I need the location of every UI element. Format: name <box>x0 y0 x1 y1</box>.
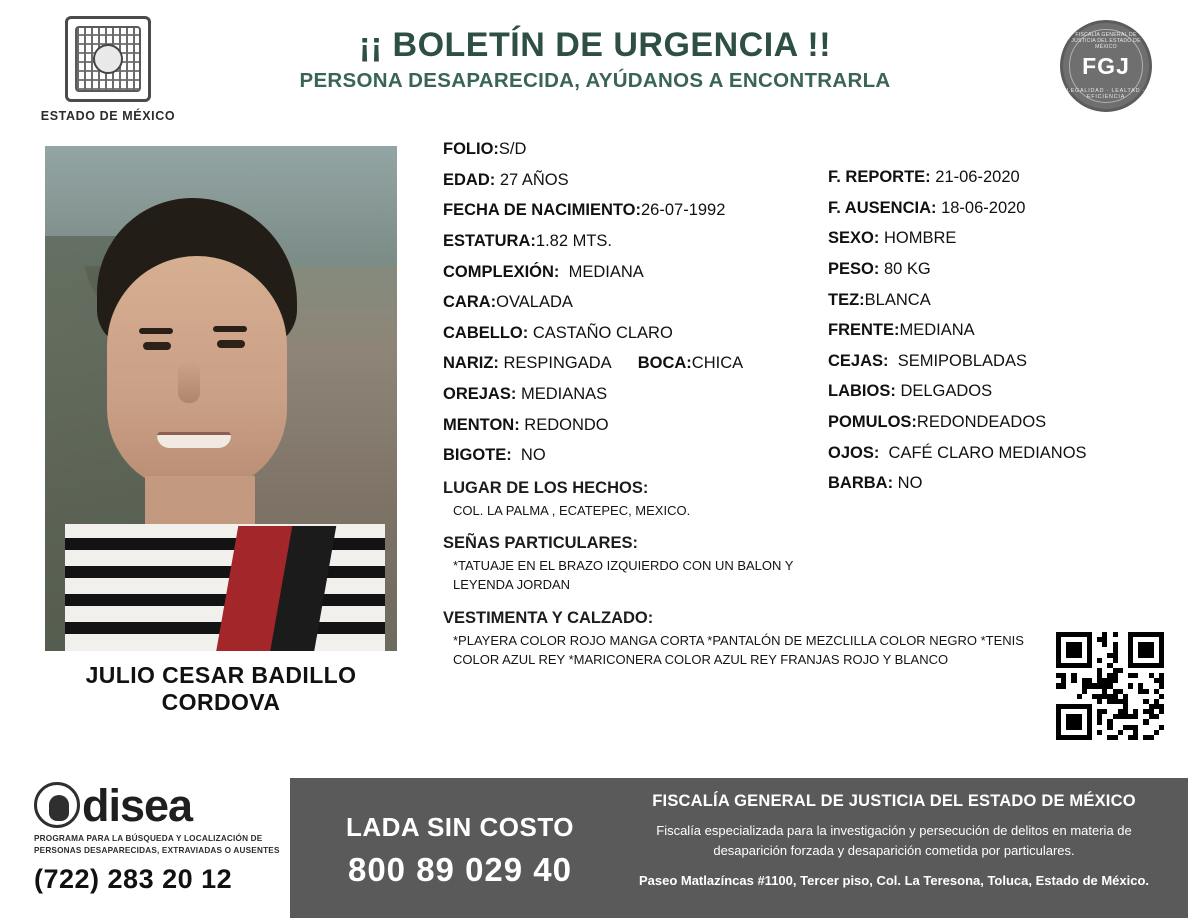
fgj-ring-top-text: FISCALÍA GENERAL DE JUSTICIA DEL ESTADO DE MÉXICO <box>1071 32 1141 50</box>
state-seal-icon <box>65 16 151 102</box>
field-label: COMPLEXIÓN: <box>443 262 560 281</box>
field-menton <box>443 416 833 434</box>
fgj-seal-icon <box>1060 20 1152 112</box>
block-senas-particulares <box>443 534 833 595</box>
header <box>0 0 1188 128</box>
field-value: CASTAÑO CLARO <box>532 323 673 342</box>
block-body: COL. LA PALMA , ECATEPEC, MEXICO. <box>453 502 691 518</box>
field-label: ESTATURA: <box>443 231 536 250</box>
field-label: POMULOS: <box>828 413 917 432</box>
person-photo <box>45 146 397 651</box>
footer-fgj-title: FISCALÍA GENERAL DE JUSTICIA DEL ESTADO DE MÉXICO <box>652 792 1136 810</box>
field-value: OVALADA <box>496 293 573 312</box>
field-label: FECHA DE NACIMIENTO: <box>443 201 641 220</box>
field-label: LABIOS: <box>828 382 896 401</box>
footer-gray-band <box>290 778 1188 918</box>
disea-block <box>34 779 289 895</box>
field-value: MEDIANAS <box>520 385 608 404</box>
field-value: HOMBRE <box>883 229 957 248</box>
field-tez <box>828 291 1173 309</box>
footer-fgj-block <box>620 792 1168 891</box>
field-value: 1.82 MTS. <box>535 231 613 250</box>
lada-block <box>310 812 610 889</box>
field-cejas <box>828 352 1173 370</box>
field-label: CABELLO: <box>443 323 529 342</box>
disea-phone: (722) 283 20 12 <box>34 863 233 894</box>
block-heading: LUGAR DE LOS HECHOS: <box>443 478 649 497</box>
field-f-reporte <box>828 168 1173 186</box>
field-peso <box>828 260 1173 278</box>
field-value: 80 KG <box>883 259 931 278</box>
page-subtitle: PERSONA DESAPARECIDA, AYÚDANOS A ENCONTRARLA <box>299 69 891 92</box>
field-value: NO <box>520 446 546 465</box>
disea-wordmark: disea <box>82 779 193 831</box>
field-cara <box>443 293 833 311</box>
field-labios <box>828 382 1173 400</box>
field-label: OREJAS: <box>443 385 517 404</box>
field-label: BIGOTE: <box>443 446 512 465</box>
lada-label: LADA SIN COSTO <box>345 812 574 842</box>
field-label: TEZ: <box>828 290 865 309</box>
title-block <box>225 26 965 93</box>
state-logo <box>38 16 178 123</box>
field-label: BARBA: <box>828 474 894 493</box>
field-label: CARA: <box>443 293 497 312</box>
person-name: JULIO CESAR BADILLO CORDOVA <box>85 662 357 716</box>
block-lugar-hechos <box>443 479 833 521</box>
field-edad <box>443 171 833 189</box>
field-label-secondary: BOCA: <box>637 354 692 373</box>
block-vestimenta-calzado <box>443 609 1024 670</box>
footer <box>0 770 1188 918</box>
field-value: DELGADOS <box>900 382 993 401</box>
field-sexo <box>828 229 1173 247</box>
footer-fgj-description: Fiscalía especializada para la investigación y persecución de delitos en materia de desaparición forzada y desaparición cometida por particulares. <box>656 823 1132 858</box>
person-photo-image <box>45 146 397 651</box>
field-value: REDONDEADOS <box>916 413 1047 432</box>
field-folio <box>443 140 833 158</box>
fgj-ring-bottom-text: LEGALIDAD · LEALTAD · EFICIENCIA <box>1066 88 1146 100</box>
field-value: BLANCA <box>864 290 931 309</box>
field-value: 18-06-2020 <box>941 198 1026 217</box>
block-body: *TATUAJE EN EL BRAZO IZQUIERDO CON UN BALON Y LEYENDA JORDAN <box>453 558 794 593</box>
field-label: FRENTE: <box>828 321 900 340</box>
block-heading: VESTIMENTA Y CALZADO: <box>443 609 654 628</box>
state-logo-caption: ESTADO DE MÉXICO <box>40 109 176 123</box>
qr-code-grid <box>1056 632 1164 740</box>
field-estatura <box>443 232 833 250</box>
disea-subtitle: PROGRAMA PARA LA BÚSQUEDA Y LOCALIZACIÓN DE PERSONAS DESAPARECIDAS, EXTRAVIADAS O AUSENTES <box>34 834 280 856</box>
field-value-secondary: CHICA <box>691 354 744 373</box>
field-label: MENTON: <box>443 415 520 434</box>
lada-number: 800 89 029 40 <box>347 851 573 888</box>
field-value: SEMIPOBLADAS <box>897 351 1027 370</box>
field-value: 27 AÑOS <box>499 170 569 189</box>
block-heading: SEÑAS PARTICULARES: <box>443 534 638 553</box>
block-body: *PLAYERA COLOR ROJO MANGA CORTA *PANTALÓN DE MEZCLILLA COLOR NEGRO *TENIS COLOR AZUL REY *MARICONERA COLOR AZUL REY FRANJAS ROJO Y BLANCO <box>453 633 1024 667</box>
qr-code <box>1056 632 1164 740</box>
fgj-logo <box>1060 20 1152 112</box>
field-label: NARIZ: <box>443 354 499 373</box>
field-value: S/D <box>498 140 527 158</box>
field-label: PESO: <box>828 259 880 278</box>
field-label: EDAD: <box>443 170 496 189</box>
field-label: F. AUSENCIA: <box>828 198 937 217</box>
page-title: ¡¡ BOLETÍN DE URGENCIA !! <box>358 26 832 64</box>
field-value: RESPINGADA <box>503 354 612 373</box>
field-value: 26-07-1992 <box>641 201 726 220</box>
field-label: SEXO: <box>828 229 880 248</box>
field-value: MEDIANA <box>568 262 644 281</box>
field-bigote <box>443 446 833 464</box>
right-field-column <box>828 168 1173 505</box>
field-complexion <box>443 263 833 281</box>
field-nariz-boca <box>443 354 833 372</box>
field-value: REDONDO <box>524 415 609 434</box>
field-barba <box>828 474 1173 492</box>
field-value: 21-06-2020 <box>935 168 1020 186</box>
field-label: OJOS: <box>828 443 880 462</box>
field-frente <box>828 321 1173 339</box>
field-label: CEJAS: <box>828 351 889 370</box>
field-ojos <box>828 444 1173 462</box>
field-value: NO <box>897 474 923 493</box>
fgj-letters: FGJ <box>1082 52 1130 79</box>
field-orejas <box>443 385 833 403</box>
field-pomulos <box>828 413 1173 431</box>
field-value: CAFÉ CLARO MEDIANOS <box>888 443 1087 462</box>
footer-fgj-address: Paseo Matlazíncas #1100, Tercer piso, Col. La Teresona, Toluca, Estado de México. <box>638 873 1150 888</box>
disea-person-icon <box>34 782 80 828</box>
field-cabello <box>443 324 833 342</box>
field-label: FOLIO: <box>443 140 499 158</box>
field-label: F. REPORTE: <box>828 168 931 186</box>
field-f-ausencia <box>828 199 1173 217</box>
field-fecha-nacimiento <box>443 201 833 219</box>
field-value: MEDIANA <box>899 321 975 340</box>
